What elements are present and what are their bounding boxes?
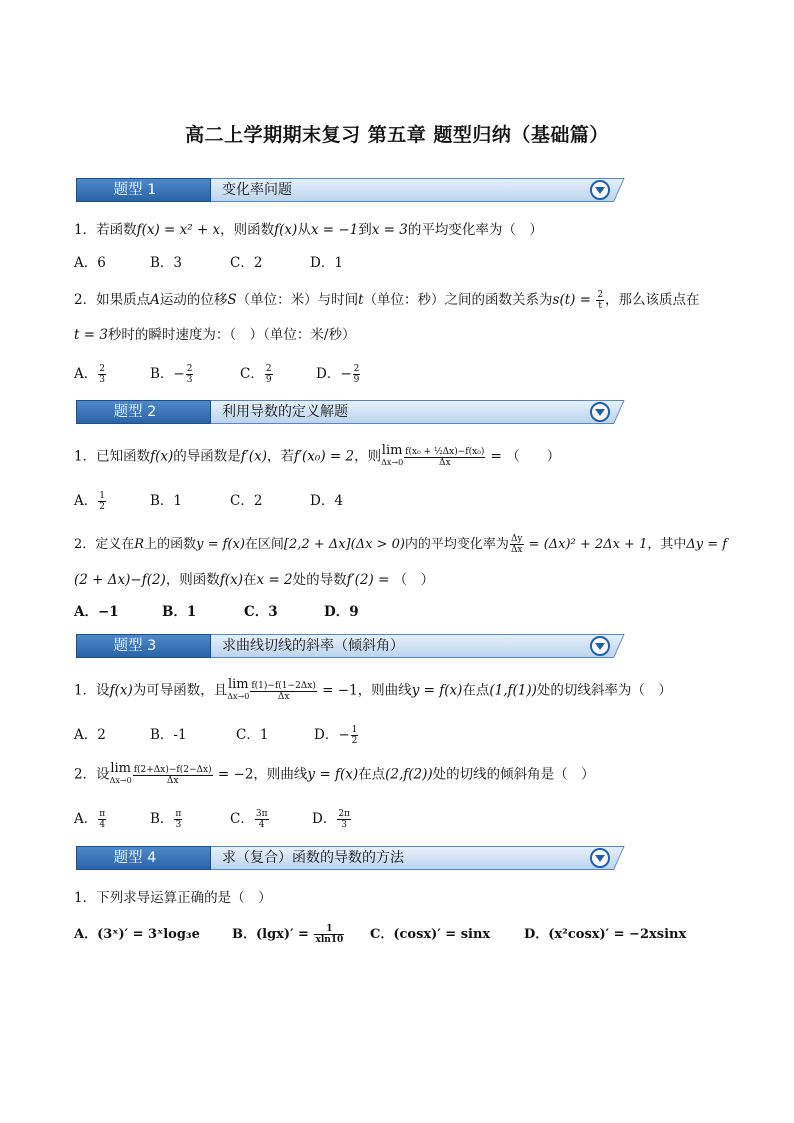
section-label: 题型 1 xyxy=(113,182,157,198)
limit-operator: lim Δx→0 xyxy=(109,761,132,785)
chevron-down-icon[interactable] xyxy=(590,402,610,422)
option-b[interactable]: B． $\frac{\pi}{3}$ xyxy=(150,809,182,830)
option-a[interactable]: A． $\frac{\pi}{4}$ xyxy=(74,809,106,830)
option-c[interactable]: C．1 xyxy=(236,727,269,743)
chevron-down-icon[interactable] xyxy=(590,636,610,656)
section-title: 利用导数的定义解题 xyxy=(222,404,348,420)
option-a[interactable]: A．2 xyxy=(74,727,106,743)
chevron-down-icon[interactable] xyxy=(590,848,610,868)
option-d[interactable]: D． $\frac{2\pi}{3}$ xyxy=(312,809,350,830)
option-a[interactable]: A． $\frac{1}{2}$ xyxy=(74,491,105,512)
question-1-2-line1: 2．如果质点A运动的位移S（单位：米）与时间t（单位：秒）之间的函数关系为s(t) = $\frac{2}{t}$ ，那么该质点在 xyxy=(74,290,700,311)
option-b[interactable]: B．1 xyxy=(162,604,197,620)
question-1-1: 1．若函数f(x) = x² + x，则函数f(x)从x = −1到x = 3的平均变化率为（ ） xyxy=(74,222,543,238)
question-3-2: 2．设 lim Δx→0 $\frac{f(2+\Delta x)-f(2-\Delta x)}{\Delta x}$ = −2，则曲线y = f(x)在点(2,f(2))处的切线的倾斜角是（ ） xyxy=(74,761,595,786)
question-4-1: 1．下列求导运算正确的是（ ） xyxy=(74,890,272,906)
fraction: $\frac{\text{f(x₀ + ½Δx)−f(x₀)}}{\Delta x}$ xyxy=(405,446,485,468)
section-title: 求曲线切线的斜率（倾斜角） xyxy=(222,638,404,654)
option-b[interactable]: B．3 xyxy=(150,255,183,271)
option-b[interactable]: B．1 xyxy=(150,493,183,509)
option-a[interactable]: A．6 xyxy=(74,255,106,271)
option-b[interactable]: B．(lgx)′ = $\frac{1}{xln10}$ xyxy=(232,924,344,945)
page-title: 高二上学期期末复习 第五章 题型归纳（基础篇） xyxy=(185,124,609,146)
option-c[interactable]: C． $\frac{3\pi}{4}$ xyxy=(230,809,268,830)
option-c[interactable]: C．3 xyxy=(244,604,278,620)
section-header-4 xyxy=(76,846,614,870)
question-2-2-line1: 2．定义在R上的函数y = f(x)在区间[2,2 + Δx](Δx > 0)内的平均变化率为 $\frac{\Delta y}{\Delta x}$ = (Δx)² + 2Δx + 1，其中Δy = f xyxy=(74,534,728,555)
section-header-3 xyxy=(76,634,614,658)
limit-operator: lim Δx→0 xyxy=(227,677,250,701)
section-title: 变化率问题 xyxy=(222,182,292,198)
section-label: 题型 4 xyxy=(113,850,157,866)
limit-operator: lim Δx→0 xyxy=(381,443,404,467)
option-c[interactable]: C．2 xyxy=(230,493,263,509)
fraction: $\frac{2}{t}$ xyxy=(597,290,604,311)
option-d[interactable]: D．− $\frac{1}{2}$ xyxy=(314,725,358,746)
section-header-1 xyxy=(76,178,614,202)
section-title: 求（复合）函数的导数的方法 xyxy=(222,850,404,866)
question-3-1: 1．设f(x)为可导函数，且 lim Δx→0 $\frac{f(1)-f(1-2\Delta x)}{\Delta x}$ = −1，则曲线y = f(x)在点(1,f(1))处的切线斜率为（ ） xyxy=(74,677,672,702)
question-2-2-line2: (2 + Δx)−f(2)，则函数f(x)在x = 2处的导数f′(2) = （ ） xyxy=(74,572,435,588)
option-d[interactable]: D．− $\frac{2}{9}$ xyxy=(316,364,360,385)
option-b[interactable]: B．− $\frac{2}{3}$ xyxy=(150,364,193,385)
option-d[interactable]: D．9 xyxy=(324,604,359,620)
option-a[interactable]: A． $\frac{2}{3}$ xyxy=(74,364,105,385)
fraction: $\frac{f(2+\Delta x)-f(2-\Delta x)}{\Delta x}$ xyxy=(133,764,212,786)
option-c[interactable]: C．(cosx)′ = sinx xyxy=(370,927,491,942)
option-d[interactable]: D．4 xyxy=(310,493,343,509)
option-d[interactable]: D．(x²cosx)′ = −2xsinx xyxy=(524,927,687,942)
section-label: 题型 2 xyxy=(113,404,157,420)
fraction: $\frac{f(1)-f(1-2\Delta x)}{\Delta x}$ xyxy=(251,680,316,702)
fraction: $\frac{\Delta y}{\Delta x}$ xyxy=(510,534,523,555)
option-d[interactable]: D．1 xyxy=(310,255,343,271)
option-a[interactable]: A．−1 xyxy=(74,604,119,620)
chevron-down-icon[interactable] xyxy=(590,180,610,200)
section-label: 题型 3 xyxy=(113,638,157,654)
option-b[interactable]: B．-1 xyxy=(150,727,187,743)
section-header-2 xyxy=(76,400,614,424)
option-c[interactable]: C． $\frac{2}{9}$ xyxy=(240,364,272,385)
question-2-1: 1．已知函数f(x)的导函数是f′(x)，若f′(x₀) = 2，则 lim Δx→0 $\frac{\text{f(x₀ + ½Δx)−f(x₀)}}{\Delta x}$ = （ ） xyxy=(74,443,561,468)
question-1-2-line2: t = 3秒时的瞬时速度为：（ ）（单位：米/秒） xyxy=(74,327,356,343)
option-a[interactable]: A．(3ˣ)′ = 3ˣlog₃e xyxy=(74,927,200,942)
option-c[interactable]: C．2 xyxy=(230,255,263,271)
